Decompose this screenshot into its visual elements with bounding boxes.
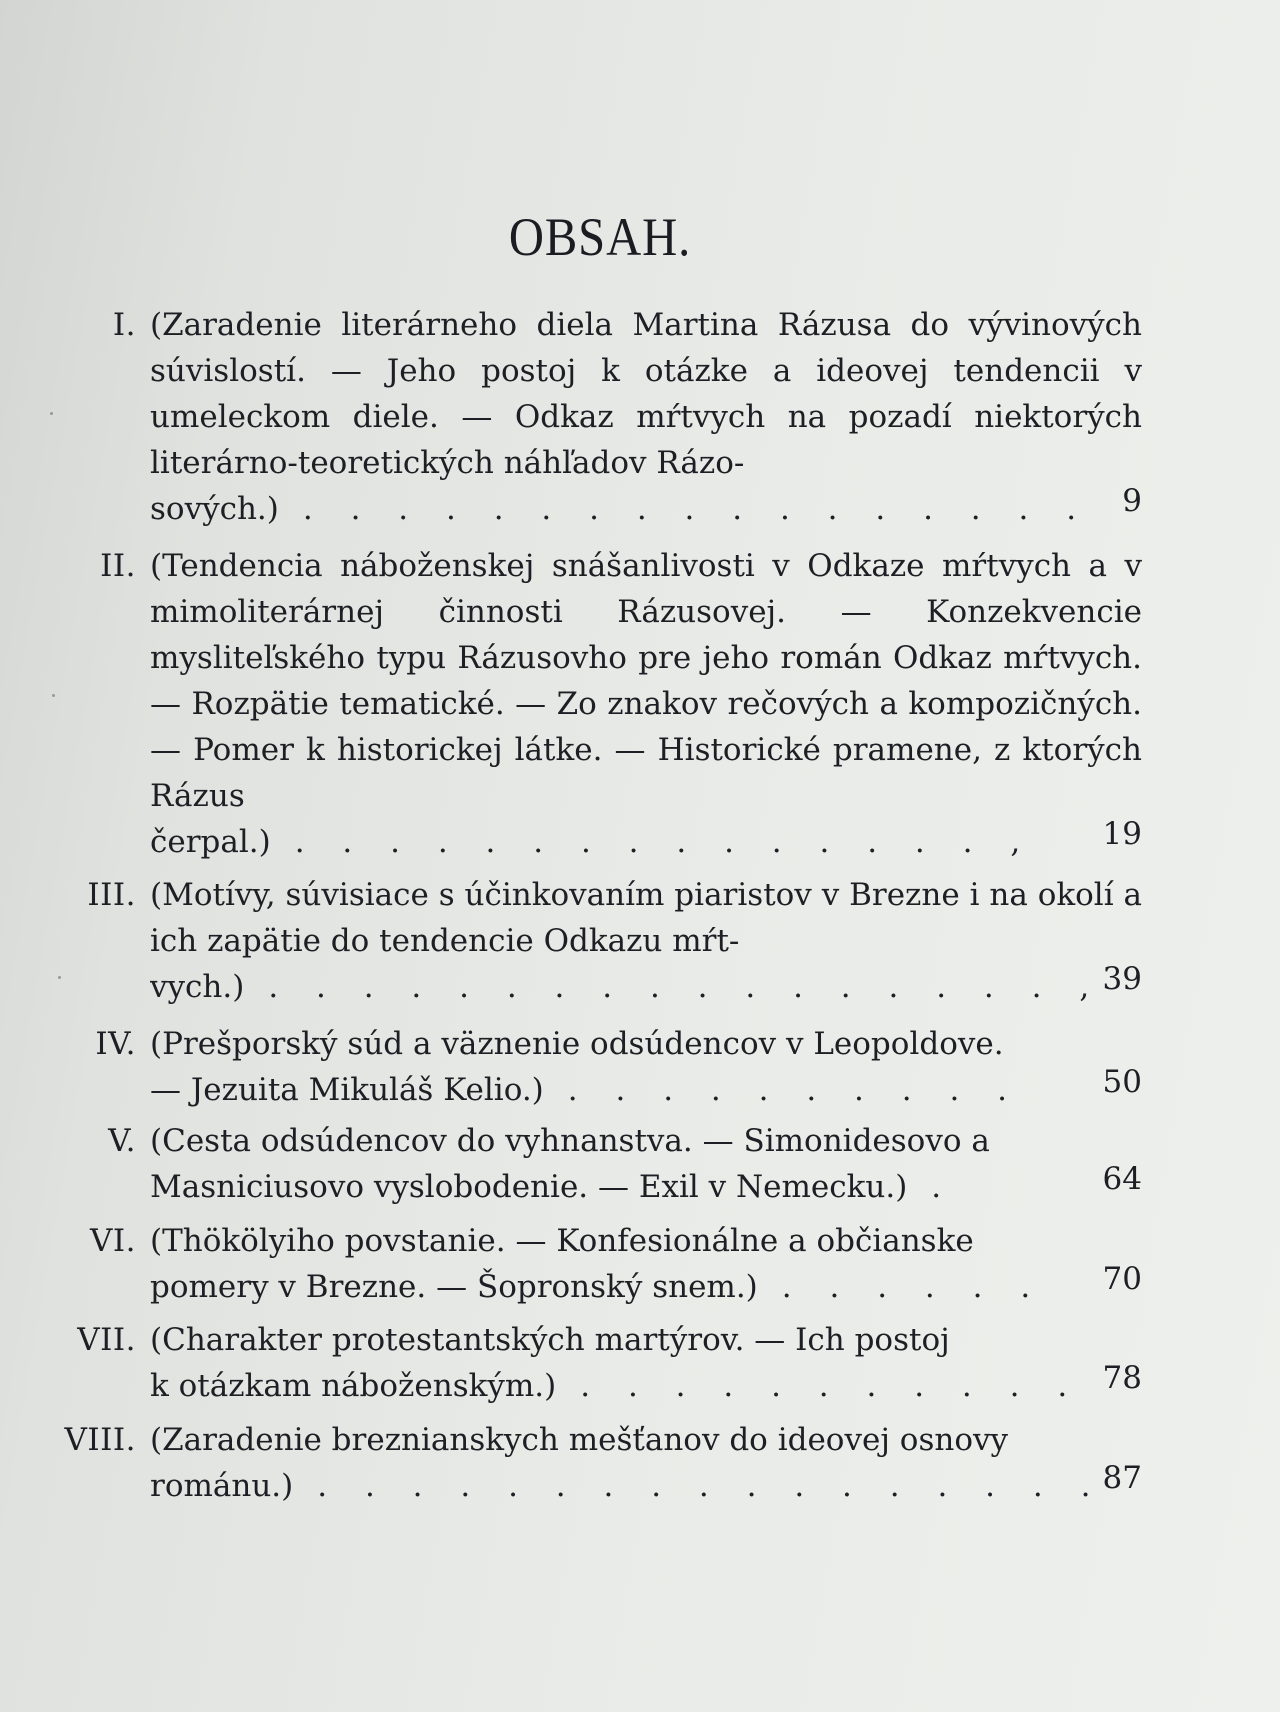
chapter-summary: (Motívy, súvisiace s účinkovaním piaristov v Brezne i na okolí a ich zapätie do tendencie Odkazu mŕt- — [150, 877, 1142, 959]
chapter-leader-line: románu.) . . . . . . . . . . . . . . . . . 87 — [150, 1463, 1142, 1509]
page-number: 78 — [1102, 1363, 1142, 1396]
chapter-leader-line: k otázkam náboženským.) . . . . . . . . . . . 78 — [150, 1363, 1142, 1409]
chapter-summary: (Thökölyiho povstanie. — Konfesionálne a občianske — [150, 1223, 974, 1259]
page-title: OBSAH. — [508, 207, 692, 267]
chapter-number: IV. — [95, 1026, 136, 1062]
chapter-summary: (Charakter protestantských martýrov. — Ich postoj — [150, 1322, 950, 1358]
chapter-summary: (Zaradenie breznianskych mešťanov do ideovej osnovy — [150, 1422, 1009, 1458]
chapter-summary-end: vych.) — [150, 969, 245, 1005]
page-number: 9 — [1122, 486, 1142, 519]
chapter-summary: (Prešporský súd a väznenie odsúdencov v Leopoldove. — [150, 1026, 1004, 1062]
chapter-summary-end: románu.) — [150, 1468, 294, 1504]
chapter-summary: (Tendencia náboženskej snášanlivosti v Odkaze mŕtvych a v mimoliterárnej činnosti Rázusovej. — Konzekvencie mysliteľského typu Rázusovho pre jeho román Odkaz mŕtvych. — Rozpätie tematické. — Zo znakov rečových a kompozičných. — Pomer k historickej látke. — Historické pramene, z ktorých Rázus — [150, 548, 1142, 814]
paper-speck — [58, 976, 61, 979]
chapter-number: I. — [112, 307, 136, 343]
chapter-summary-end: sových.) — [150, 491, 279, 527]
page-number: 50 — [1102, 1067, 1142, 1100]
chapter-number: VI. — [90, 1223, 136, 1259]
chapter-leader-line: vych.) . . . . . . . . . . . . . . . . . , 39 — [150, 964, 1142, 1010]
page-number: 87 — [1102, 1463, 1142, 1496]
page-number: 19 — [1102, 819, 1142, 852]
chapter-leader-line: Masniciusovo vyslobodenie. — Exil v Nemecku.) . 64 — [150, 1164, 1142, 1210]
chapter-number: II. — [100, 548, 136, 584]
chapter-summary-end: čerpal.) — [150, 824, 271, 860]
chapter-summary: (Cesta odsúdencov do vyhnanstva. — Simonidesovo a — [150, 1123, 990, 1159]
chapter-summary-end: k otázkam náboženským.) — [150, 1368, 557, 1404]
page-number: 39 — [1102, 964, 1142, 997]
page-number: 64 — [1102, 1164, 1142, 1197]
chapter-number: III. — [87, 877, 136, 913]
chapter-leader-line: — Jezuita Mikuláš Kelio.) . . . . . . . . . . 50 — [150, 1067, 1142, 1113]
chapter-number: VIII. — [64, 1422, 136, 1458]
page-number: 70 — [1102, 1264, 1142, 1297]
chapter-number: VII. — [77, 1322, 136, 1358]
chapter-summary-end: pomery v Brezne. — Šopronský snem.) — [150, 1269, 758, 1305]
chapter-leader-line: čerpal.) . . . . . . . . . . . . . . . , 19 — [150, 819, 1142, 865]
chapter-leader-line: sových.) . . . . . . . . . . . . . . . . . 9 — [150, 486, 1142, 532]
chapter-number: V. — [108, 1123, 136, 1159]
paper-speck — [52, 694, 55, 697]
paper-speck — [50, 412, 53, 415]
chapter-summary-end: — Jezuita Mikuláš Kelio.) — [150, 1072, 544, 1108]
chapter-leader-line: pomery v Brezne. — Šopronský snem.) . . . . . . 70 — [150, 1264, 1142, 1310]
chapter-summary: (Zaradenie literárneho diela Martina Rázusa do vývinových súvislostí. — Jeho postoj k otázke a ideovej tendencii v umeleckom diele. — Odkaz mŕtvych na pozadí niektorých literárno-teoretických náhľadov Rázo- — [150, 307, 1142, 481]
chapter-summary-end: Masniciusovo vyslobodenie. — Exil v Nemecku.) — [150, 1169, 908, 1205]
